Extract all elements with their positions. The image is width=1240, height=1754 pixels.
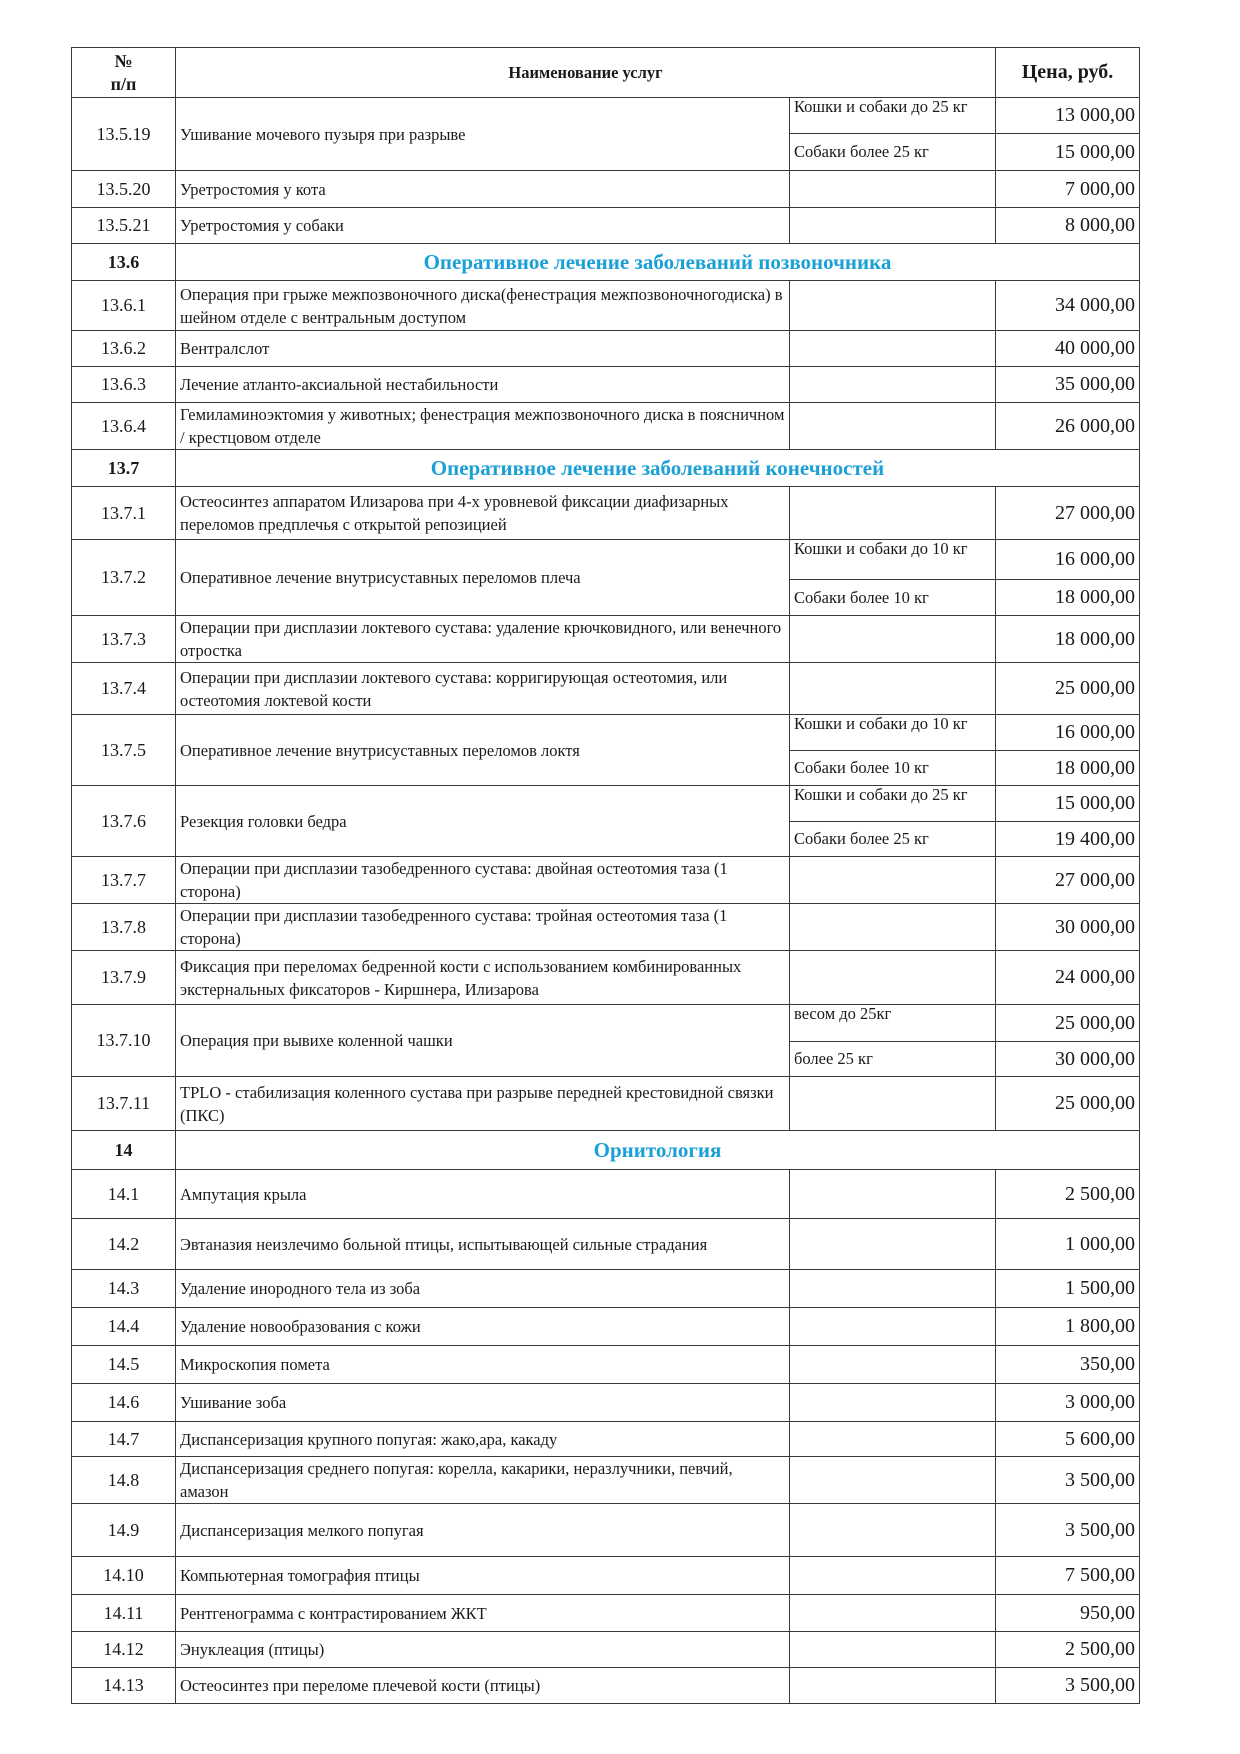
row-number: 13.7.1	[72, 487, 176, 540]
header-price: Цена, руб.	[996, 48, 1140, 98]
price-value: 18 000,00	[996, 751, 1140, 786]
row-number: 13.7.5	[72, 715, 176, 786]
row-number: 14.11	[72, 1595, 176, 1632]
service-name: Диспансеризация среднего попугая: корелла, какарики, неразлучники, певчий, амазон	[176, 1457, 790, 1504]
section-row	[72, 244, 1140, 281]
service-name: Эвтаназия неизлечимо больной птицы, испытывающей сильные страдания	[176, 1219, 790, 1270]
row-number: 13.7.2	[72, 540, 176, 616]
price-value: 8 000,00	[996, 208, 1140, 244]
price-value: 27 000,00	[996, 487, 1140, 540]
price-value: 16 000,00	[996, 715, 1140, 751]
service-name: Остеосинтез при переломе плечевой кости (птицы)	[176, 1668, 790, 1704]
price-value: 1 500,00	[996, 1270, 1140, 1308]
table-row	[72, 331, 1140, 367]
price-value: 7 000,00	[996, 171, 1140, 208]
price-value: 3 000,00	[996, 1384, 1140, 1422]
service-name: Фиксация при переломах бедренной кости с использованием комбинированных экстернальных фиксаторов - Киршнера, Илизарова	[176, 951, 790, 1005]
weight-category-empty	[790, 367, 996, 403]
weight-category: Собаки более 10 кг	[790, 580, 996, 616]
weight-category-empty	[790, 1077, 996, 1131]
row-number: 14.6	[72, 1384, 176, 1422]
price-value: 15 000,00	[996, 134, 1140, 171]
section-title: Оперативное лечение заболеваний конечностей	[176, 450, 1140, 487]
service-name: Оперативное лечение внутрисуставных переломов плеча	[176, 540, 790, 616]
weight-category-empty	[790, 1270, 996, 1308]
weight-category-empty	[790, 1384, 996, 1422]
service-name: Ушивание зоба	[176, 1384, 790, 1422]
table-row	[72, 98, 1140, 134]
service-name: Операции при дисплазии тазобедренного сустава: двойная остеотомия таза (1 сторона)	[176, 857, 790, 904]
price-value: 30 000,00	[996, 904, 1140, 951]
price-value: 13 000,00	[996, 98, 1140, 134]
table-header-row	[72, 48, 1140, 98]
price-value: 18 000,00	[996, 580, 1140, 616]
section-number: 13.7	[72, 450, 176, 487]
price-value: 25 000,00	[996, 663, 1140, 715]
section-title: Орнитология	[176, 1131, 1140, 1170]
row-number: 13.7.4	[72, 663, 176, 715]
service-name: Удаление новообразования с кожи	[176, 1308, 790, 1346]
row-number: 14.5	[72, 1346, 176, 1384]
service-name: Операции при дисплазии локтевого сустава: удаление крючковидного, или венечного отростка	[176, 616, 790, 663]
table-row	[72, 367, 1140, 403]
price-value: 350,00	[996, 1346, 1140, 1384]
service-name: Рентгенограмма с контрастированием ЖКТ	[176, 1595, 790, 1632]
section-title: Оперативное лечение заболеваний позвоночника	[176, 244, 1140, 281]
table-body	[72, 98, 1140, 1704]
table-row	[72, 786, 1140, 822]
row-number: 14.13	[72, 1668, 176, 1704]
row-number: 14.8	[72, 1457, 176, 1504]
table-row	[72, 171, 1140, 208]
table-row	[72, 1308, 1140, 1346]
row-number: 13.7.7	[72, 857, 176, 904]
price-list-table	[71, 47, 1140, 1704]
service-name: TPLO - стабилизация коленного сустава при разрыве передней крестовидной связки (ПКС)	[176, 1077, 790, 1131]
table-row	[72, 403, 1140, 450]
table-row	[72, 1557, 1140, 1595]
weight-category-empty	[790, 1170, 996, 1219]
price-value: 25 000,00	[996, 1077, 1140, 1131]
weight-category-empty	[790, 1557, 996, 1595]
weight-category: Кошки и собаки до 25 кг	[790, 786, 996, 822]
row-number: 14.1	[72, 1170, 176, 1219]
table-row	[72, 1384, 1140, 1422]
weight-category: Собаки более 25 кг	[790, 134, 996, 171]
table-row	[72, 1632, 1140, 1668]
price-value: 27 000,00	[996, 857, 1140, 904]
service-name: Операция при грыже межпозвоночного диска(фенестрация межпозвоночногодиска) в шейном отделе с вентральным доступом	[176, 281, 790, 331]
row-number: 13.7.6	[72, 786, 176, 857]
table-row	[72, 1170, 1140, 1219]
service-name: Диспансеризация крупного попугая: жако,ара, какаду	[176, 1422, 790, 1457]
service-name: Лечение атланто-аксиальной нестабильности	[176, 367, 790, 403]
table-row	[72, 616, 1140, 663]
service-name: Оперативное лечение внутрисуставных переломов локтя	[176, 715, 790, 786]
service-name: Энуклеация (птицы)	[176, 1632, 790, 1668]
service-name: Ушивание мочевого пузыря при разрыве	[176, 98, 790, 171]
price-value: 16 000,00	[996, 540, 1140, 580]
weight-category-empty	[790, 1308, 996, 1346]
weight-category-empty	[790, 1457, 996, 1504]
weight-category-empty	[790, 1668, 996, 1704]
weight-category: Собаки более 25 кг	[790, 822, 996, 857]
section-number: 14	[72, 1131, 176, 1170]
row-number: 14.7	[72, 1422, 176, 1457]
service-name: Компьютерная томография птицы	[176, 1557, 790, 1595]
section-number: 13.6	[72, 244, 176, 281]
table-row	[72, 487, 1140, 540]
table-row	[72, 540, 1140, 580]
weight-category-empty	[790, 904, 996, 951]
row-number: 13.7.10	[72, 1005, 176, 1077]
service-name: Ампутация крыла	[176, 1170, 790, 1219]
weight-category-empty	[790, 403, 996, 450]
weight-category-empty	[790, 208, 996, 244]
row-number: 13.6.3	[72, 367, 176, 403]
service-name: Операция при вывихе коленной чашки	[176, 1005, 790, 1077]
row-number: 13.6.1	[72, 281, 176, 331]
price-value: 34 000,00	[996, 281, 1140, 331]
row-number: 14.2	[72, 1219, 176, 1270]
row-number: 13.5.20	[72, 171, 176, 208]
weight-category: Кошки и собаки до 25 кг	[790, 98, 996, 134]
section-row	[72, 450, 1140, 487]
weight-category-empty	[790, 951, 996, 1005]
price-value: 19 400,00	[996, 822, 1140, 857]
price-value: 15 000,00	[996, 786, 1140, 822]
price-value: 950,00	[996, 1595, 1140, 1632]
row-number: 13.7.3	[72, 616, 176, 663]
table-row	[72, 715, 1140, 751]
weight-category-empty	[790, 281, 996, 331]
weight-category-empty	[790, 171, 996, 208]
weight-category: более 25 кг	[790, 1042, 996, 1077]
price-value: 2 500,00	[996, 1632, 1140, 1668]
table-row	[72, 1005, 1140, 1042]
table-row	[72, 1595, 1140, 1632]
price-value: 30 000,00	[996, 1042, 1140, 1077]
price-value: 3 500,00	[996, 1504, 1140, 1557]
weight-category-empty	[790, 1595, 996, 1632]
table-row	[72, 1077, 1140, 1131]
weight-category-empty	[790, 331, 996, 367]
weight-category: Собаки более 10 кг	[790, 751, 996, 786]
service-name: Остеосинтез аппаратом Илизарова при 4-х уровневой фиксации диафизарных переломов предплечья с открытой репозицией	[176, 487, 790, 540]
header-number: № п/п	[72, 48, 176, 98]
row-number: 14.3	[72, 1270, 176, 1308]
price-value: 35 000,00	[996, 367, 1140, 403]
header-service-name: Наименование услуг	[176, 48, 996, 98]
weight-category-empty	[790, 487, 996, 540]
table-row	[72, 1270, 1140, 1308]
table-row	[72, 1346, 1140, 1384]
price-value: 26 000,00	[996, 403, 1140, 450]
price-value: 24 000,00	[996, 951, 1140, 1005]
weight-category-empty	[790, 663, 996, 715]
table-row	[72, 857, 1140, 904]
row-number: 13.5.21	[72, 208, 176, 244]
price-value: 25 000,00	[996, 1005, 1140, 1042]
row-number: 13.7.11	[72, 1077, 176, 1131]
price-value: 2 500,00	[996, 1170, 1140, 1219]
service-name: Операции при дисплазии тазобедренного сустава: тройная остеотомия таза (1 сторона)	[176, 904, 790, 951]
weight-category-empty	[790, 857, 996, 904]
service-name: Уретростомия у собаки	[176, 208, 790, 244]
price-value: 18 000,00	[996, 616, 1140, 663]
weight-category-empty	[790, 1504, 996, 1557]
price-value: 1 800,00	[996, 1308, 1140, 1346]
service-name: Вентралслот	[176, 331, 790, 367]
table-row	[72, 663, 1140, 715]
weight-category: Кошки и собаки до 10 кг	[790, 540, 996, 580]
row-number: 13.6.4	[72, 403, 176, 450]
table-row	[72, 1219, 1140, 1270]
weight-category-empty	[790, 1346, 996, 1384]
table-row	[72, 951, 1140, 1005]
service-name: Микроскопия помета	[176, 1346, 790, 1384]
service-name: Гемиламиноэктомия у животных; фенестрация межпозвоночного диска в поясничном / крестцовом отделе	[176, 403, 790, 450]
weight-category-empty	[790, 1632, 996, 1668]
table-row	[72, 281, 1140, 331]
table-row	[72, 1668, 1140, 1704]
weight-category-empty	[790, 1422, 996, 1457]
weight-category: Кошки и собаки до 10 кг	[790, 715, 996, 751]
weight-category-empty	[790, 1219, 996, 1270]
row-number: 14.12	[72, 1632, 176, 1668]
price-value: 3 500,00	[996, 1668, 1140, 1704]
service-name: Диспансеризация мелкого попугая	[176, 1504, 790, 1557]
row-number: 13.7.9	[72, 951, 176, 1005]
table-row	[72, 208, 1140, 244]
service-name: Операции при дисплазии локтевого сустава: корригирующая остеотомия, или остеотомия локтевой кости	[176, 663, 790, 715]
service-name: Удаление инородного тела из зоба	[176, 1270, 790, 1308]
row-number: 13.6.2	[72, 331, 176, 367]
service-name: Уретростомия у кота	[176, 171, 790, 208]
weight-category-empty	[790, 616, 996, 663]
price-value: 7 500,00	[996, 1557, 1140, 1595]
price-value: 40 000,00	[996, 331, 1140, 367]
table-row	[72, 1457, 1140, 1504]
row-number: 13.7.8	[72, 904, 176, 951]
price-value: 5 600,00	[996, 1422, 1140, 1457]
row-number: 14.9	[72, 1504, 176, 1557]
table-row	[72, 904, 1140, 951]
price-value: 3 500,00	[996, 1457, 1140, 1504]
service-name: Резекция головки бедра	[176, 786, 790, 857]
section-row	[72, 1131, 1140, 1170]
weight-category: весом до 25кг	[790, 1005, 996, 1042]
row-number: 14.10	[72, 1557, 176, 1595]
table-row	[72, 1422, 1140, 1457]
row-number: 14.4	[72, 1308, 176, 1346]
price-value: 1 000,00	[996, 1219, 1140, 1270]
row-number: 13.5.19	[72, 98, 176, 171]
table-row	[72, 1504, 1140, 1557]
